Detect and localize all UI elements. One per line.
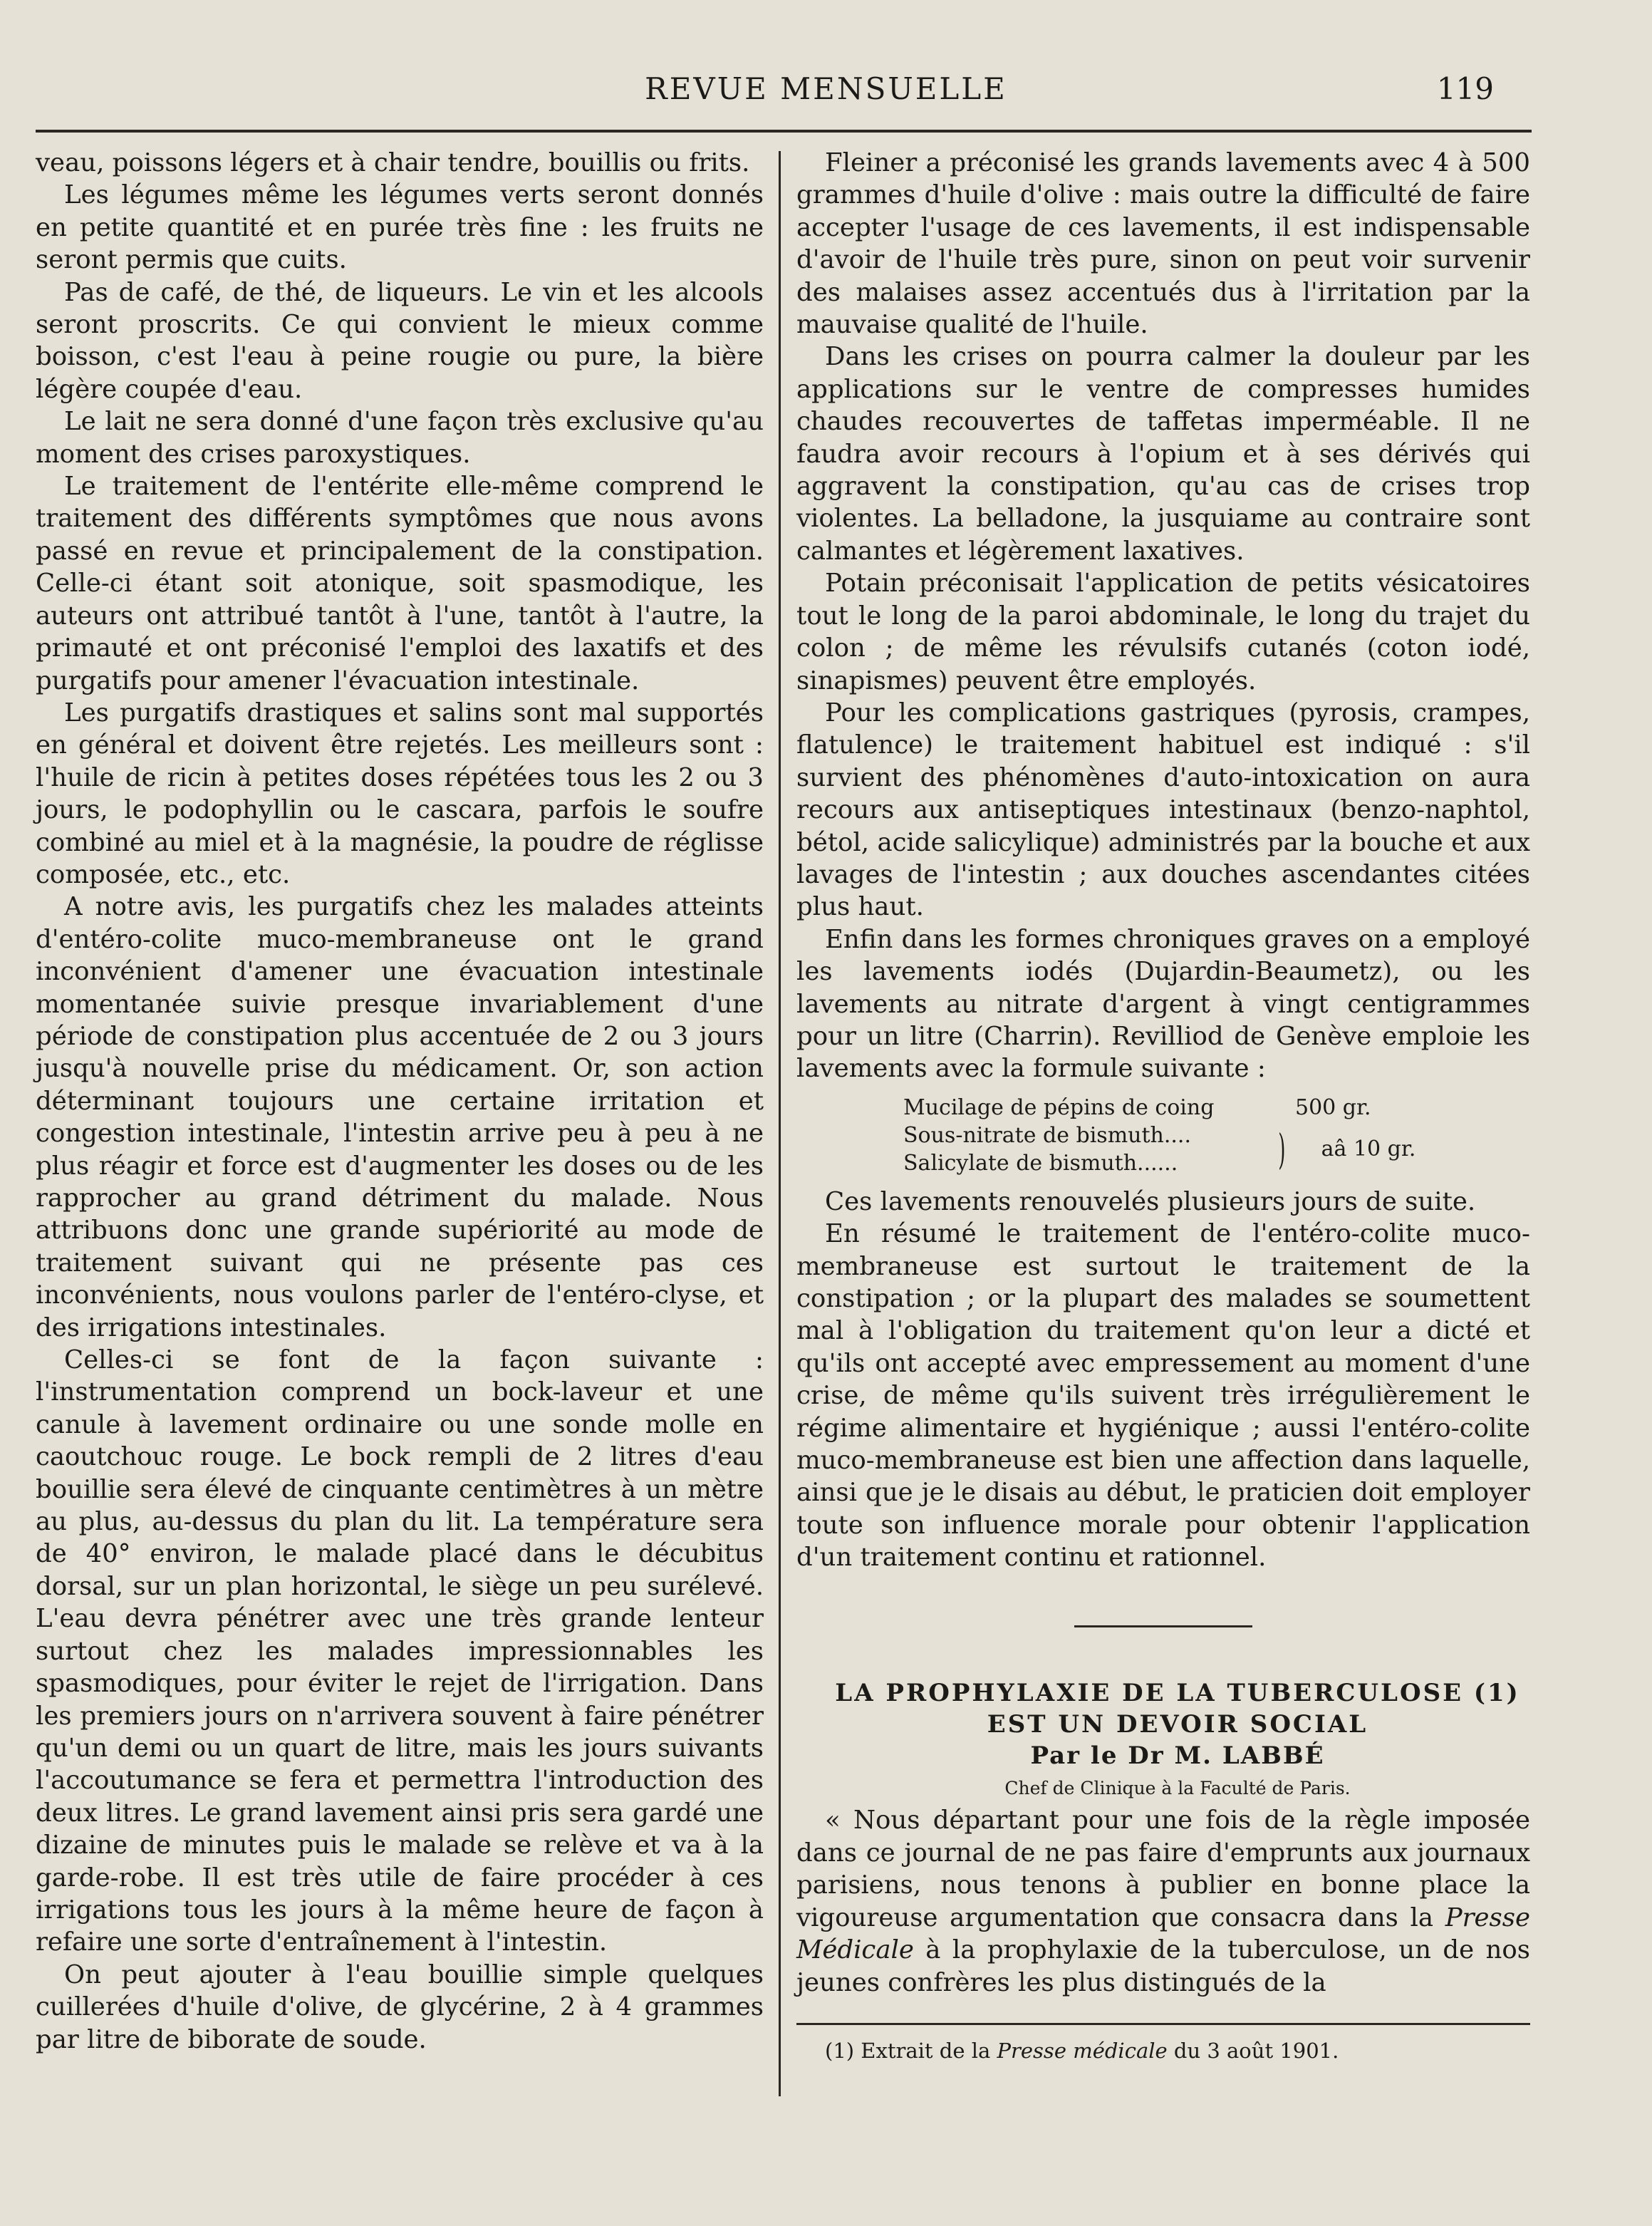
article-byline: Par le Dr M. LABBÉ [1030,1741,1325,1770]
paragraph: Le lait ne sera donné d'une façon très exclusive qu'au moment des crises paroxystiques. [36,407,764,469]
formula-ingredient: Mucilage de pépins de coing [903,1094,1215,1120]
formula-dose: 500 gr. [1295,1094,1371,1120]
footnote-text: du 3 août 1901. [1167,2038,1339,2063]
intro-text: « Nous départant pour une fois de la règle imposée dans ce journal de ne pas faire d'emprunts aux journaux parisiens, nous tenons à publier en bonne place la vigoureuse argumentation que consacra dans la [796,1806,1530,1932]
column-divider [779,151,781,2096]
journal-title: Presse médicale [997,2038,1168,2063]
article-title: EST UN DEVOIR SOCIAL [987,1709,1368,1739]
header-rule [36,130,1532,133]
article-intro [796,1804,1530,1998]
formula-line [903,1094,1530,1122]
paragraph: Dans les crises on pourra calmer la douleur par les applications sur le ventre de compresses humides chaudes recouvertes de taffetas imperméable. Il ne faudra avoir recours à l'opium et à ses dérivés qui aggravent la constipation, qu'au cas de crises trop violentes. La belladone, la jusquiame au contraire sont calmantes et légèrement laxatives. [796,342,1530,566]
paragraph: veau, poissons légers et à chair tendre, bouillis ou frits. [36,148,750,177]
formula-bracketed-names [903,1122,1274,1177]
paragraph: En résumé le traitement de l'entéro-colite muco-membraneuse est surtout le traitement de la constipation ; or la plupart des malades se soumettent mal à l'obligation du traitement qu'on leur a dicté et qu'ils ont accepté avec empressement au moment d'une crise, de même qu'ils suivent très irrégulièrement le régime alimentaire et hygiénique ; aussi l'entéro-colite muco-membraneuse est bien une affection dans laquelle, ainsi que je le disais au début, le praticien doit employer toute son influence morale pour obtenir l'application d'un traitement continu et rationnel. [796,1219,1530,1573]
formula-bracketed-lines [903,1122,1530,1177]
journal-title: Presse Médicale [796,1903,1530,1965]
footnote [825,2036,1530,2065]
paragraph: Potain préconisait l'application de petits vésicatoires tout le long de la paroi abdominale, le long du trajet du colon ; de même les révulsifs cutanés (coton iodé, sinapismes) peuvent être employés. [796,569,1530,695]
paragraph: Les purgatifs drastiques et salins sont mal supportés en général et doivent être rejetés. Les meilleurs sont : l'huile de ricin à petites doses répétées tous les 2 ou 3 jours, le podophyllin ou le cascara, parfois le soufre combiné au miel et à la magnésie, la poudre de réglisse composée, etc., etc. [36,698,764,889]
formula-ingredient: Salicylate de bismuth...... [903,1150,1178,1176]
page-number: 119 [1436,71,1494,106]
paragraph: On peut ajouter à l'eau bouillie simple quelques cuillerées d'huile d'olive, de glycérine, 2 à 4 grammes par litre de biborate de soude. [36,1960,764,2054]
footnote-rule [796,2023,1530,2025]
article-title: LA PROPHYLAXIE DE LA TUBERCULOSE (1) [835,1678,1520,1707]
intro-text: à la prophylaxie de la tuberculose, un de nos jeunes confrères les plus distingués de la [796,1935,1530,1997]
paragraph: Fleiner a préconisé les grands lavements avec 4 à 500 grammes d'huile d'olive : mais outre la difficulté de faire accepter l'usage de ces lavements, il est indispensable d'avoir de l'huile très pure, sinon on peut voir survenir des malaises assez accentués dus à l'irritation par la mauvaise qualité de l'huile. [796,148,1530,340]
paragraph: A notre avis, les purgatifs chez les malades atteints d'entéro-colite muco-membraneuse ont le grand inconvénient d'amener une évacuation intestinale momentanée suivie presque invariablement d'une période de constipation plus accentuée de 2 ou 3 jours jusqu'à nouvelle prise du médicament. Or, son action déterminant toujours une certaine irritation et congestion intestinale, l'intestin arrive peu à peu à ne plus réagir et force est d'augmenter les doses ou de les rapprocher au grand détriment du malade. Nous attribuons donc une grande supériorité au mode de traitement suivant qui ne présente pas ces inconvénients, nous voulons parler de l'entéro-clyse, et des irrigations intestinales. [36,892,764,1342]
paragraph: Pour les complications gastriques (pyrosis, crampes, flatulence) le traitement habituel est indiqué : s'il survient des phénomènes d'auto-intoxication on aura recours aux antiseptiques intestinaux (benzo-naphtol, bétol, acide salicylique) administrés par la bouche et aux lavages de l'intestin ; aux douches ascendantes citées plus haut. [796,698,1530,922]
footnote-text: (1) Extrait de la [825,2038,997,2063]
running-title: REVUE MENSUELLE [645,71,1007,106]
paragraph: Enfin dans les formes chroniques graves on a employé les lavements iodés (Dujardin-Beaumetz), ou les lavements au nitrate d'argent à vingt centigrammes pour un litre (Charrin). Revilliod de Genève emploie les lavements avec la formule suivante : [796,924,1530,1084]
paragraph: Les légumes même les légumes verts seront donnés en petite quantité et en purée très fine : les fruits ne seront permis que cuits. [36,180,764,275]
right-column [796,147,1530,2065]
paragraph: Le traitement de l'entérite elle-même comprend le traitement des différents symptômes que nous avons passé en revue et principalement de la constipation. Celle-ci étant soit atonique, soit spasmodique, les auteurs ont attribué tantôt à l'une, tantôt à l'autre, la primauté et ont préconisé l'emploi des laxatifs et des purgatifs pour amener l'évacuation intestinale. [36,472,764,695]
section-divider [1074,1625,1252,1627]
formula-ingredient: Sous-nitrate de bismuth.... [903,1122,1191,1148]
prescription-formula [903,1094,1530,1177]
left-column [36,147,764,2056]
brace-symbol: ) [1278,1124,1286,1174]
author-affiliation: Chef de Clinique à la Faculté de Paris. [1004,1778,1351,1799]
formula-dose: aâ 10 gr. [1321,1137,1416,1162]
paragraph: Celles-ci se font de la façon suivante : l'instrumentation comprend un bock-laveur et une canule à lavement ordinaire ou une sonde molle en caoutchouc rouge. Le bock rempli de 2 litres d'eau bouillie sera élevé de cinquante centimètres à un mètre au plus, au-dessus du plan du lit. La température sera de 40° environ, le malade placé dans le décubitus dorsal, sur un plan horizontal, le siège un peu surélevé. L'eau devra pénétrer avec une très grande lenteur surtout chez les malades impressionnables les spasmodiques, pour éviter le rejet de l'irrigation. Dans les premiers jours on n'arrivera souvent à faire pénétrer qu'un demi ou un quart de litre, mais les jours suivants l'accoutumance se fera et permettra l'introduction des deux litres. Le grand lavement ainsi pris sera gardé une dizaine de minutes puis le malade se relève et va à la garde-robe. Il est très utile de faire procéder à ces irrigations tous les jours à la même heure de façon à refaire une sorte d'entraînement à l'intestin. [36,1345,764,1957]
paragraph: Pas de café, de thé, de liqueurs. Le vin et les alcools seront proscrits. Ce qui convient le mieux comme boisson, c'est l'eau à peine rougie ou pure, la bière légère coupée d'eau. [36,277,764,404]
paragraph: Ces lavements renouvelés plusieurs jours de suite. [825,1186,1476,1216]
